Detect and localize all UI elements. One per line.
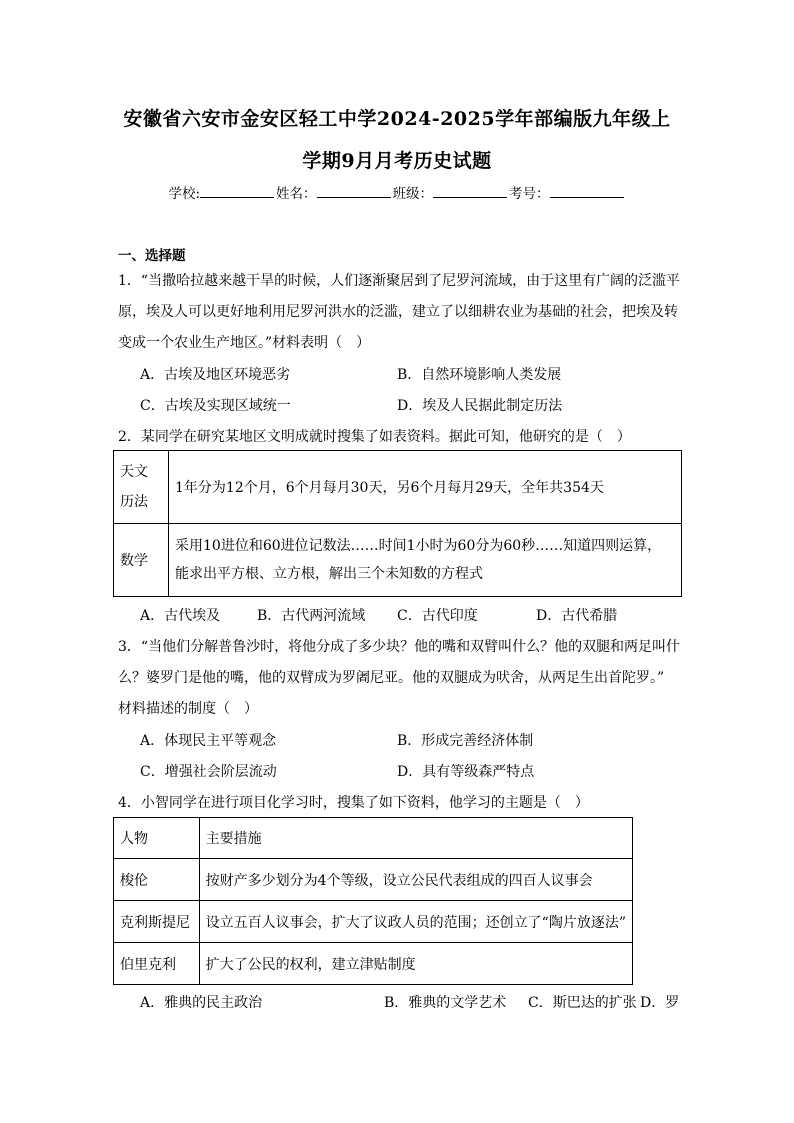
q2-option-b[interactable]: B．古代两河流域: [257, 608, 366, 624]
exam-title-line-2: 学期9月月考历史试题: [302, 150, 492, 172]
section-heading: 一、选择题: [118, 248, 186, 264]
table-cell: [169, 524, 682, 597]
table-row: [114, 859, 633, 901]
q2-option-d[interactable]: D．古代希腊: [536, 608, 618, 624]
q1-stem-line-3: 变成一个农业生产地区。”材料表明（ ）: [118, 335, 371, 351]
table-row: [114, 524, 682, 597]
q2-stem: 2．某同学在研究某地区文明成就时搜集了如表资料。据此可知，他研究的是（ ）: [118, 429, 631, 445]
q4-option-b[interactable]: B．雅典的文学艺术: [384, 995, 507, 1011]
q3-option-a[interactable]: A．体现民主平等观念: [140, 733, 277, 749]
q1-stem-line-2: 原，埃及人可以更好地利用尼罗河洪水的泛滥，建立了以细耕农业为基础的社会，把埃及转: [118, 304, 678, 320]
q3-stem-line-2: 么？婆罗门是他的嘴，他的双臂成为罗阇尼亚。他的双腿成为吠舍，从两足生出首陀罗。”: [118, 670, 665, 686]
q2-option-a[interactable]: A．古代埃及: [140, 608, 221, 624]
q3-stem-line-1: 3．“当他们分解普鲁沙时，将他分成了多少块？他的嘴和双臂叫什么？他的双腿和两足叫什: [118, 639, 681, 655]
table-cell: 设立五百人议事会，扩大了议政人员的范围；还创立了“陶片放逐法”: [199, 901, 632, 943]
name-label: 姓名：: [276, 186, 317, 202]
exam-no-field[interactable]: [550, 183, 624, 198]
q3-stem-line-3: 材料描述的制度（ ）: [118, 701, 258, 717]
q4-table: [113, 817, 633, 985]
q4-stem: 4．小智同学在进行项目化学习时，搜集了如下资料，他学习的主题是（ ）: [118, 795, 589, 811]
student-info-row: [0, 182, 794, 202]
cell-line: 采用10进位和60进位记数法……时间1小时为60分为60秒……知道四则运算，: [175, 538, 662, 554]
q3-option-b[interactable]: B．形成完善经济体制: [397, 733, 534, 749]
table-row: [114, 818, 633, 859]
q2-table: [113, 450, 682, 597]
exam-title-line-1: 安徽省六安市金安区轻工中学2024-2025学年部编版九年级上: [123, 108, 671, 130]
table-cell: [114, 451, 169, 524]
q1-option-d[interactable]: D．埃及人民据此制定历法: [397, 398, 563, 414]
table-header-person: 人物: [114, 818, 200, 859]
table-header-measures: 主要措施: [199, 818, 632, 859]
cell-line: 能求出平方根、立方根，解出三个未知数的方程式: [175, 566, 483, 582]
q3-option-c[interactable]: C．增强社会阶层流动: [140, 764, 277, 780]
exam-no-label: 考号：: [509, 186, 550, 202]
table-cell: 扩大了公民的权利，建立津贴制度: [199, 943, 632, 985]
row-head-line: 历法: [120, 494, 148, 510]
table-cell: 梭伦: [114, 859, 200, 901]
q1-stem-line-1: 1．“当撒哈拉越来越干旱的时候，人们逐渐聚居到了尼罗河流域，由于这里有广阔的泛滥平: [118, 273, 681, 289]
table-cell: 按财产多少划分为4个等级，设立公民代表组成的四百人议事会: [199, 859, 632, 901]
table-row: [114, 901, 633, 943]
table-row: [114, 451, 682, 524]
q1-option-c[interactable]: C．古埃及实现区域统一: [140, 398, 291, 414]
table-cell: 克利斯提尼: [114, 901, 200, 943]
q2-option-c[interactable]: C．古代印度: [397, 608, 478, 624]
q3-option-d[interactable]: D．具有等级森严特点: [397, 764, 535, 780]
q4-option-c[interactable]: C．斯巴达的扩张: [528, 995, 637, 1011]
q4-option-d[interactable]: D．罗: [640, 995, 680, 1011]
table-row: [114, 943, 633, 985]
class-field[interactable]: [433, 183, 507, 198]
name-field[interactable]: [317, 183, 391, 198]
school-label: 学校:: [168, 186, 201, 202]
table-cell: 数学: [114, 524, 169, 597]
table-cell: 伯里克利: [114, 943, 200, 985]
class-label: 班级：: [392, 186, 434, 202]
q1-option-a[interactable]: A．古埃及地区环境恶劣: [140, 367, 291, 383]
row-head-line: 天文: [120, 464, 148, 480]
table-cell: 1年分为12个月，6个月每月30天，另6个月每月29天，全年共354天: [169, 451, 682, 524]
q1-option-b[interactable]: B．自然环境影响人类发展: [397, 367, 562, 383]
q4-option-a[interactable]: A．雅典的民主政治: [140, 995, 263, 1011]
school-field[interactable]: [200, 183, 274, 198]
